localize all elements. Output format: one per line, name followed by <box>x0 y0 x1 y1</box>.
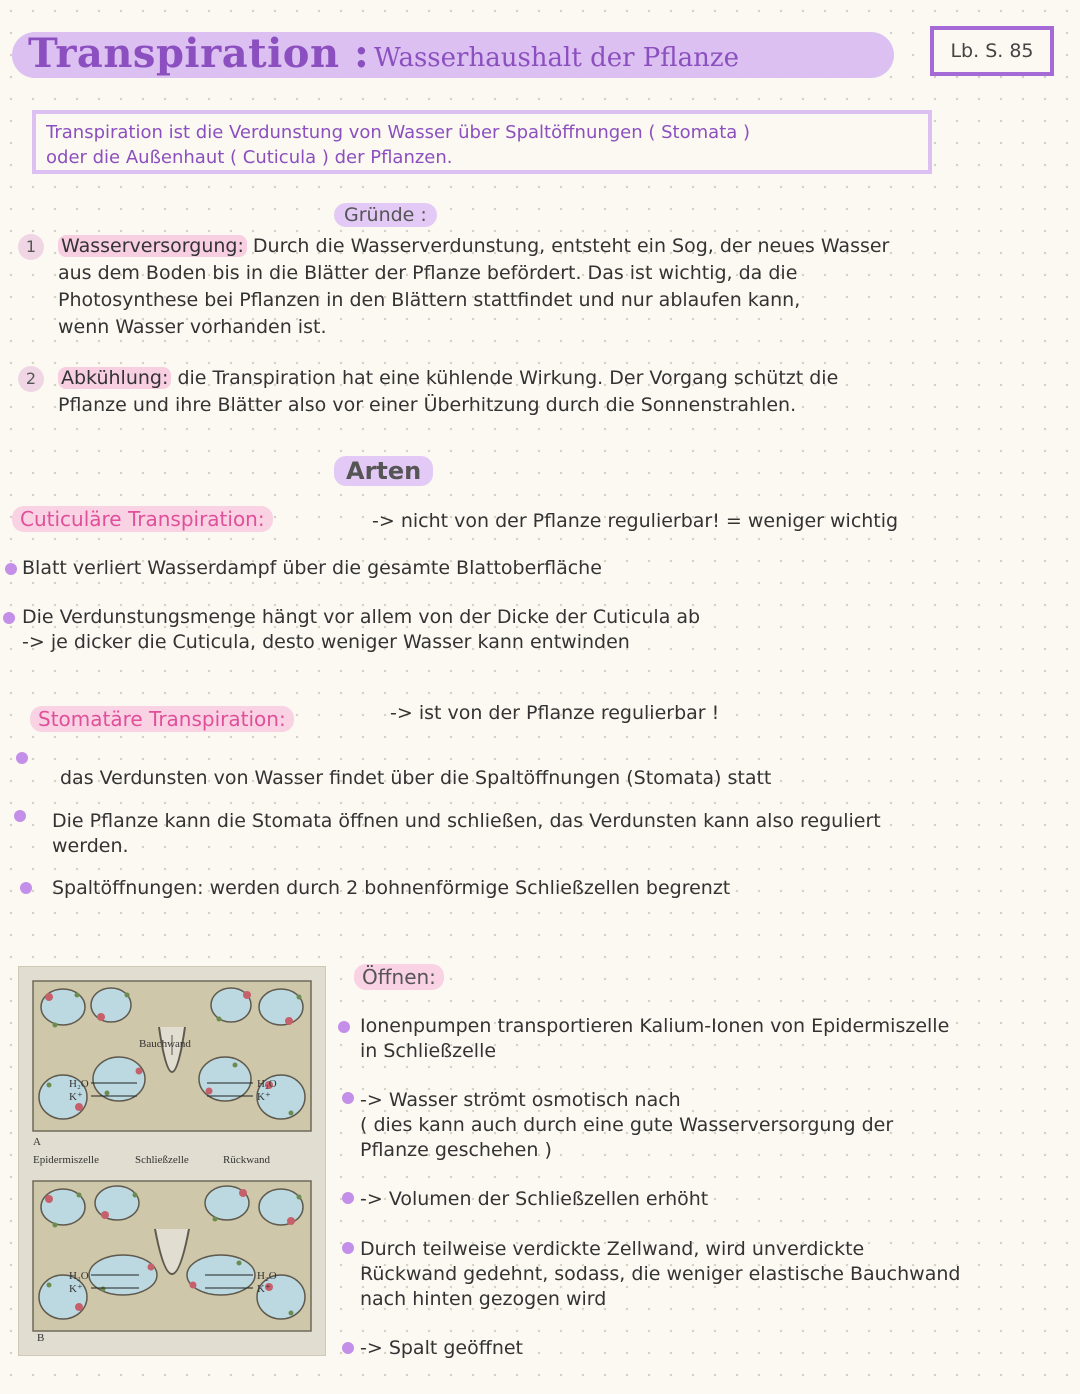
bullet-dot <box>3 612 15 624</box>
bullet-dot <box>342 1192 354 1204</box>
label-k-b-right: K⁺ <box>257 1283 271 1295</box>
label-h2o-a-left: H₂O <box>69 1078 89 1090</box>
bullet-dot <box>14 810 26 822</box>
label-k-b-left: K⁺ <box>69 1283 83 1295</box>
reason-number-1: 1 <box>18 234 44 260</box>
reason-2 <box>58 365 1058 419</box>
opening-step-4-line-1: Durch teilweise verdickte Zellwand, wird unverdickte <box>360 1238 865 1260</box>
reason-number-2: 2 <box>18 366 44 392</box>
stomatal-note: -> ist von der Pflanze regulierbar ! <box>390 702 720 724</box>
label-schliesszelle: Schließzelle <box>135 1154 189 1166</box>
bullet-dot <box>5 563 17 575</box>
cuticular-bullet-2: Die Verdunstungsmenge hängt vor allem von der Dicke der Cuticula ab <box>22 606 701 628</box>
reason-2-line-1: die Transpiration hat eine kühlende Wirkung. Der Vorgang schützt die <box>177 367 839 389</box>
reason-1-term: Wasserversorgung: <box>58 235 247 257</box>
definition-line-2: oder die Außenhaut ( Cuticula ) der Pflanzen. <box>46 147 453 168</box>
stomatal-title: Stomatäre Transpiration: <box>30 706 294 732</box>
cuticular-bullet-1: Blatt verliert Wasserdampf über die gesamte Blattoberfläche <box>22 557 602 579</box>
reason-1-line-2: aus dem Boden bis in die Blätter der Pflanze befördert. Das ist wichtig, da die <box>58 262 798 284</box>
label-h2o-b-left: H₂O <box>69 1270 89 1282</box>
opening-step-4-line-3: nach hinten gezogen wird <box>360 1288 607 1310</box>
bullet-dot <box>342 1242 354 1254</box>
opening-step-2 <box>360 1088 893 1163</box>
reason-1-line-3: Photosynthese bei Pflanzen in den Blättern stattfindet und nur ablaufen kann, <box>58 289 801 311</box>
bullet-dot <box>20 882 32 894</box>
opening-step-2-line-3: Pflanze geschehen ) <box>360 1139 552 1161</box>
cuticular-arrow: -> je dicker die Cuticula, desto weniger Wasser kann entwinden <box>22 631 630 653</box>
stomatal-bullet-2-line-1: Die Pflanze kann die Stomata öffnen und schließen, das Verdunsten kann also reguliert <box>52 810 881 832</box>
stomatal-bullet-2 <box>52 809 881 859</box>
page-subtitle: Wasserhaushalt der Pflanze <box>374 43 739 73</box>
opening-step-1-line-2: in Schließzelle <box>360 1040 497 1062</box>
cuticular-title: Cuticuläre Transpiration: <box>12 506 273 532</box>
opening-step-3: -> Volumen der Schließzellen erhöht <box>360 1188 709 1210</box>
opening-step-4-line-2: Rückwand gedehnt, sodass, die weniger elastische Bauchwand <box>360 1263 961 1285</box>
opening-heading: Öffnen: <box>354 964 444 990</box>
bullet-dot <box>342 1342 354 1354</box>
label-k-a-right: K⁺ <box>257 1091 271 1103</box>
textbook-reference: Lb. S. 85 <box>930 26 1054 76</box>
label-h2o-a-right: H₂O <box>257 1078 277 1090</box>
opening-step-5: -> Spalt geöffnet <box>360 1337 523 1359</box>
bullet-dot <box>342 1092 354 1104</box>
page-title: Transpiration : <box>28 30 370 77</box>
opening-step-1-line-1: Ionenpumpen transportieren Kalium-Ionen von Epidermiszelle <box>360 1015 950 1037</box>
label-k-a-left: K⁺ <box>69 1091 83 1103</box>
reason-1-line-4: wenn Wasser vorhanden ist. <box>58 316 327 338</box>
bullet-dot <box>16 752 28 764</box>
label-a: A <box>33 1136 41 1148</box>
bullet-dot <box>338 1021 350 1033</box>
label-bauchwand: Bauchwand <box>139 1038 191 1050</box>
stomata-diagram-svg <box>19 967 325 1355</box>
stomatal-bullet-3: Spaltöffnungen: werden durch 2 bohnenförmige Schließzellen begrenzt <box>52 877 731 899</box>
opening-step-1 <box>360 1014 949 1064</box>
label-b: B <box>37 1332 45 1344</box>
opening-step-2-line-1: -> Wasser strömt osmotisch nach <box>360 1089 681 1111</box>
opening-step-2-line-2: ( dies kann auch durch eine gute Wasserversorgung der <box>360 1114 894 1136</box>
reason-1 <box>58 233 1058 341</box>
stomatal-bullet-1: das Verdunsten von Wasser findet über die Spaltöffnungen (Stomata) statt <box>60 767 772 789</box>
label-epidermiszelle: Epidermiszelle <box>33 1154 99 1166</box>
definition-line-1: Transpiration ist die Verdunstung von Wasser über Spaltöffnungen ( Stomata ) <box>46 122 751 143</box>
stomata-diagram <box>18 966 326 1356</box>
definition-box <box>32 110 932 174</box>
cuticular-note: -> nicht von der Pflanze regulierbar! = weniger wichtig <box>372 510 899 532</box>
reason-2-line-2: Pflanze und ihre Blätter also vor einer Überhitzung durch die Sonnenstrahlen. <box>58 394 797 416</box>
label-rueckwand: Rückwand <box>223 1154 271 1166</box>
stomatal-bullet-2-line-2: werden. <box>52 835 129 857</box>
reasons-heading: Gründe : <box>334 203 437 227</box>
reason-2-term: Abkühlung: <box>58 367 171 389</box>
opening-step-4 <box>360 1237 960 1312</box>
label-h2o-b-right: H₂O <box>257 1270 277 1282</box>
types-heading: Arten <box>334 456 433 486</box>
reason-1-line-1: Durch die Wasserverdunstung, entsteht ein Sog, der neues Wasser <box>252 235 890 257</box>
